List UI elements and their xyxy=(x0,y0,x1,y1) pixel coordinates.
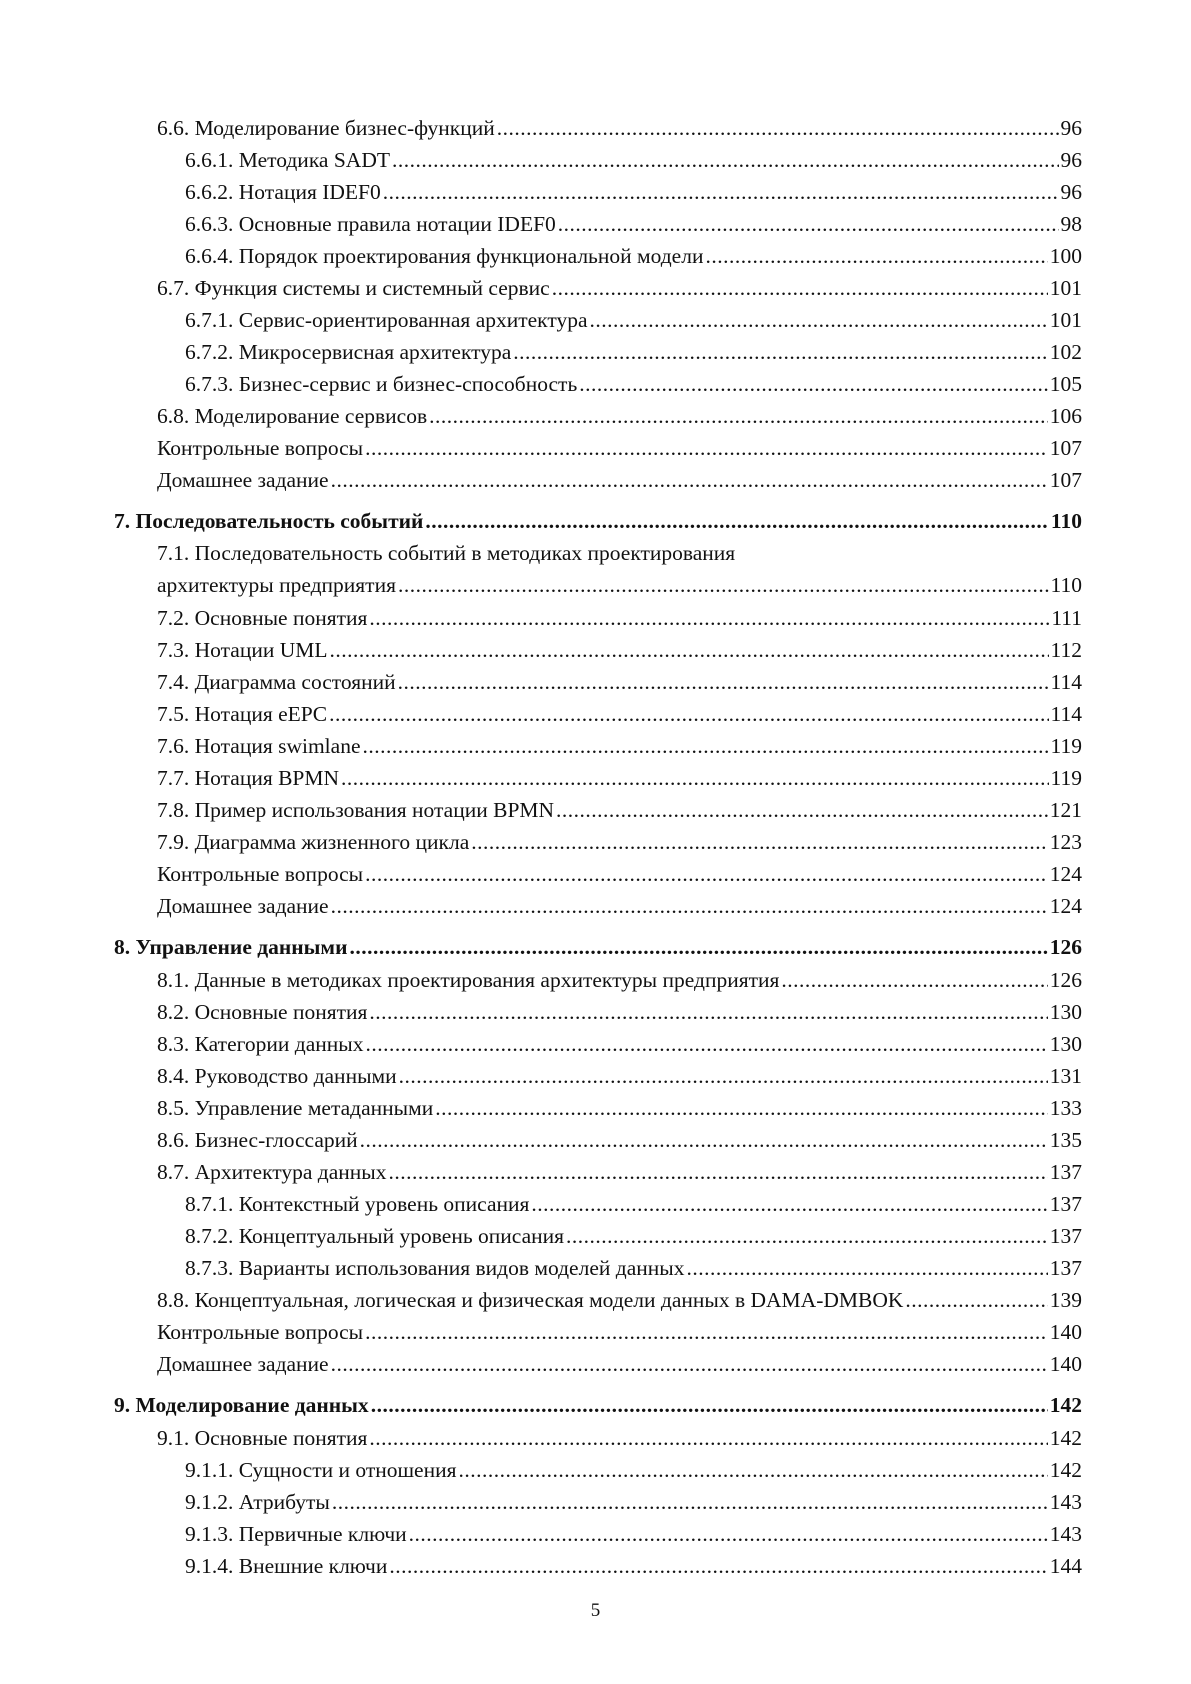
toc-entry-page-number: 137 xyxy=(1049,1192,1082,1216)
table-of-contents xyxy=(114,112,1082,1582)
toc-entry xyxy=(114,538,1082,602)
toc-entry-title: 8.7.1. Контекстный уровень описания xyxy=(185,1192,530,1216)
toc-entry-page-number: 112 xyxy=(1050,638,1082,662)
toc-entry xyxy=(114,826,1082,858)
toc-entry-title: 8.7.3. Варианты использования видов моделей данных xyxy=(185,1256,685,1280)
toc-entry xyxy=(114,112,1082,144)
toc-entry xyxy=(114,858,1082,890)
dot-leader xyxy=(399,1060,1048,1092)
toc-entry-title: 8.6. Бизнес-глоссарий xyxy=(157,1128,358,1152)
toc-entry xyxy=(114,890,1082,922)
dot-leader xyxy=(331,1348,1048,1380)
toc-entry xyxy=(114,368,1082,400)
toc-entry-page-number: 124 xyxy=(1049,862,1082,886)
toc-entry xyxy=(114,272,1082,304)
dot-leader xyxy=(590,304,1048,336)
toc-entry xyxy=(114,144,1082,176)
toc-entry-page-number: 126 xyxy=(1049,935,1082,959)
toc-entry-page-number: 124 xyxy=(1049,894,1082,918)
dot-leader xyxy=(531,1188,1047,1220)
toc-entry-page-number: 142 xyxy=(1049,1426,1082,1450)
toc-entry-page-number: 140 xyxy=(1049,1320,1082,1344)
toc-entry xyxy=(114,762,1082,794)
toc-entry-page-number: 131 xyxy=(1049,1064,1082,1088)
toc-entry xyxy=(114,666,1082,698)
dot-leader xyxy=(513,336,1047,368)
toc-entry-page-number: 142 xyxy=(1049,1458,1082,1482)
toc-entry-page-number: 137 xyxy=(1049,1224,1082,1248)
toc-entry-page-number: 143 xyxy=(1049,1522,1082,1546)
toc-entry xyxy=(114,1124,1082,1156)
toc-entry-title: 9.1.2. Атрибуты xyxy=(185,1490,330,1514)
dot-leader xyxy=(425,504,1049,538)
toc-entry-title: 7.2. Основные понятия xyxy=(157,606,368,630)
toc-chapter-entry xyxy=(114,1380,1082,1422)
toc-entry-title: 8.5. Управление метаданными xyxy=(157,1096,434,1120)
dot-leader xyxy=(458,1454,1047,1486)
toc-entry xyxy=(114,1550,1082,1582)
toc-entry-page-number: 139 xyxy=(1049,1288,1082,1312)
toc-entry-title: 9.1. Основные понятия xyxy=(157,1426,368,1450)
toc-entry xyxy=(114,1156,1082,1188)
toc-entry-title: 7.7. Нотация BPMN xyxy=(157,766,340,790)
toc-entry xyxy=(114,698,1082,730)
toc-entry-continuation-line xyxy=(157,568,1082,602)
toc-entry xyxy=(114,1028,1082,1060)
dot-leader xyxy=(471,826,1048,858)
toc-entry-title: 7.6. Нотация swimlane xyxy=(157,734,361,758)
toc-entry xyxy=(114,1316,1082,1348)
toc-entry-page-number: 119 xyxy=(1050,734,1082,758)
dot-leader xyxy=(371,1388,1048,1422)
toc-entry-title: 6.7.1. Сервис-ориентированная архитектура xyxy=(185,308,588,332)
toc-entry-page-number: 144 xyxy=(1049,1554,1082,1578)
toc-entry-title: Домашнее задание xyxy=(157,1352,329,1376)
dot-leader xyxy=(558,208,1059,240)
toc-entry-title: 6.7.3. Бизнес-сервис и бизнес-способность xyxy=(185,372,578,396)
toc-entry-page-number: 114 xyxy=(1050,670,1082,694)
dot-leader xyxy=(383,176,1059,208)
toc-entry-page-number: 101 xyxy=(1049,308,1082,332)
toc-entry-page-number: 133 xyxy=(1049,1096,1082,1120)
toc-entry-title: архитектуры предприятия xyxy=(157,573,396,597)
toc-entry-title: 7.5. Нотация eEPC xyxy=(157,702,328,726)
toc-entry xyxy=(114,794,1082,826)
toc-entry xyxy=(114,1220,1082,1252)
toc-entry-page-number: 119 xyxy=(1050,766,1082,790)
toc-entry-title: 9.1.3. Первичные ключи xyxy=(185,1522,407,1546)
toc-entry-page-number: 137 xyxy=(1049,1256,1082,1280)
toc-entry-page-number: 102 xyxy=(1049,340,1082,364)
toc-entry-title: 8.7. Архитектура данных xyxy=(157,1160,387,1184)
dot-leader xyxy=(349,930,1047,964)
dot-leader xyxy=(365,858,1048,890)
dot-leader xyxy=(429,400,1048,432)
dot-leader xyxy=(331,890,1048,922)
toc-entry-title: 9.1.4. Внешние ключи xyxy=(185,1554,388,1578)
dot-leader xyxy=(332,1486,1048,1518)
dot-leader xyxy=(369,996,1047,1028)
toc-entry xyxy=(114,400,1082,432)
toc-entry-title: 6.6. Моделирование бизнес-функций xyxy=(157,116,495,140)
toc-entry-page-number: 143 xyxy=(1049,1490,1082,1514)
toc-entry xyxy=(114,1284,1082,1316)
toc-entry-page-number: 106 xyxy=(1049,404,1082,428)
toc-entry-title: 7.3. Нотации UML xyxy=(157,638,328,662)
toc-entry-page-number: 111 xyxy=(1051,606,1082,630)
toc-entry xyxy=(114,176,1082,208)
toc-entry-title: 6.7.2. Микросервисная архитектура xyxy=(185,340,512,364)
dot-leader xyxy=(331,464,1048,496)
toc-entry-title: 6.6.1. Методика SADT xyxy=(185,148,390,172)
dot-leader xyxy=(398,666,1049,698)
toc-entry xyxy=(114,208,1082,240)
toc-entry-title: 8.8. Концептуальная, логическая и физическая модели данных в DAMA-DMBOK xyxy=(157,1288,904,1312)
toc-entry-page-number: 130 xyxy=(1049,1032,1082,1056)
toc-entry-title: Домашнее задание xyxy=(157,468,329,492)
dot-leader xyxy=(552,272,1048,304)
page-number: 5 xyxy=(590,1600,601,1621)
dot-leader xyxy=(369,1422,1047,1454)
dot-leader xyxy=(369,602,1049,634)
toc-entry-page-number: 101 xyxy=(1049,276,1082,300)
toc-entry-page-number: 110 xyxy=(1050,573,1082,597)
toc-entry xyxy=(114,996,1082,1028)
toc-entry-page-number: 137 xyxy=(1049,1160,1082,1184)
toc-entry xyxy=(114,1454,1082,1486)
dot-leader xyxy=(556,794,1048,826)
toc-entry-page-number: 123 xyxy=(1049,830,1082,854)
toc-entry-page-number: 114 xyxy=(1050,702,1082,726)
toc-entry xyxy=(114,1348,1082,1380)
toc-entry-title: 9. Моделирование данных xyxy=(114,1393,369,1417)
toc-entry-title: 8.3. Категории данных xyxy=(157,1032,364,1056)
toc-entry-title: Контрольные вопросы xyxy=(157,1320,364,1344)
toc-entry xyxy=(114,634,1082,666)
toc-entry-page-number: 140 xyxy=(1049,1352,1082,1376)
toc-entry-title: 6.7. Функция системы и системный сервис xyxy=(157,276,550,300)
toc-entry xyxy=(114,240,1082,272)
toc-entry-title: 8.2. Основные понятия xyxy=(157,1000,368,1024)
toc-entry-title: Контрольные вопросы xyxy=(157,436,364,460)
dot-leader xyxy=(365,1316,1048,1348)
toc-entry-page-number: 126 xyxy=(1049,968,1082,992)
toc-entry xyxy=(114,730,1082,762)
toc-entry-page-number: 96 xyxy=(1060,148,1082,172)
dot-leader xyxy=(566,1220,1048,1252)
dot-leader xyxy=(686,1252,1047,1284)
dot-leader xyxy=(905,1284,1047,1316)
toc-chapter-entry xyxy=(114,496,1082,538)
toc-entry xyxy=(114,464,1082,496)
toc-entry-title: 7.4. Диаграмма состояний xyxy=(157,670,396,694)
toc-entry-page-number: 96 xyxy=(1060,180,1082,204)
toc-entry xyxy=(114,1188,1082,1220)
dot-leader xyxy=(392,144,1059,176)
toc-entry-title: 7.1. Последовательность событий в методиках проектирования xyxy=(157,541,736,565)
toc-entry-page-number: 142 xyxy=(1049,1393,1082,1417)
dot-leader xyxy=(781,964,1047,996)
toc-entry-page-number: 107 xyxy=(1049,468,1082,492)
toc-entry-page-number: 130 xyxy=(1049,1000,1082,1024)
toc-entry-title: 6.6.2. Нотация IDEF0 xyxy=(185,180,381,204)
toc-entry-page-number: 105 xyxy=(1049,372,1082,396)
toc-entry-title: 8.1. Данные в методиках проектирования архитектуры предприятия xyxy=(157,968,780,992)
toc-entry-title: 9.1.1. Сущности и отношения xyxy=(185,1458,457,1482)
toc-entry-page-number: 100 xyxy=(1049,244,1082,268)
toc-entry-title: 8.7.2. Концептуальный уровень описания xyxy=(185,1224,565,1248)
dot-leader xyxy=(341,762,1049,794)
toc-entry xyxy=(114,602,1082,634)
toc-entry-title: 7.8. Пример использования нотации BPMN xyxy=(157,798,555,822)
dot-leader xyxy=(398,568,1049,602)
toc-entry xyxy=(114,1518,1082,1550)
dot-leader xyxy=(360,1124,1048,1156)
toc-entry-page-number: 110 xyxy=(1050,509,1082,533)
toc-entry-title: 8.4. Руководство данными xyxy=(157,1064,397,1088)
dot-leader xyxy=(497,112,1059,144)
dot-leader xyxy=(330,634,1049,666)
toc-entry xyxy=(114,1252,1082,1284)
toc-entry-page-number: 107 xyxy=(1049,436,1082,460)
dot-leader xyxy=(579,368,1047,400)
dot-leader xyxy=(388,1156,1047,1188)
toc-entry-title: Домашнее задание xyxy=(157,894,329,918)
toc-entry-page-number: 98 xyxy=(1060,212,1082,236)
toc-chapter-entry xyxy=(114,922,1082,964)
toc-entry-title: 6.8. Моделирование сервисов xyxy=(157,404,428,428)
toc-entry xyxy=(114,304,1082,336)
toc-entry xyxy=(114,964,1082,996)
toc-entry-title: 6.6.3. Основные правила нотации IDEF0 xyxy=(185,212,556,236)
toc-entry xyxy=(114,1060,1082,1092)
dot-leader xyxy=(363,730,1049,762)
toc-entry-page-number: 121 xyxy=(1049,798,1082,822)
dot-leader xyxy=(329,698,1048,730)
dot-leader xyxy=(409,1518,1048,1550)
toc-entry xyxy=(114,1092,1082,1124)
toc-entry-title: Контрольные вопросы xyxy=(157,862,364,886)
toc-entry-page-number: 96 xyxy=(1060,116,1082,140)
toc-entry-title: 7.9. Диаграмма жизненного цикла xyxy=(157,830,470,854)
dot-leader xyxy=(389,1550,1047,1582)
dot-leader xyxy=(435,1092,1048,1124)
toc-entry-title: 6.6.4. Порядок проектирования функциональной модели xyxy=(185,244,704,268)
toc-entry xyxy=(114,1486,1082,1518)
toc-entry xyxy=(114,1422,1082,1454)
dot-leader xyxy=(705,240,1047,272)
toc-entry xyxy=(114,432,1082,464)
toc-entry-title: 7. Последовательность событий xyxy=(114,509,424,533)
dot-leader xyxy=(365,432,1048,464)
dot-leader xyxy=(365,1028,1047,1060)
toc-entry-page-number: 135 xyxy=(1049,1128,1082,1152)
toc-entry-title: 8. Управление данными xyxy=(114,935,348,959)
toc-entry xyxy=(114,336,1082,368)
